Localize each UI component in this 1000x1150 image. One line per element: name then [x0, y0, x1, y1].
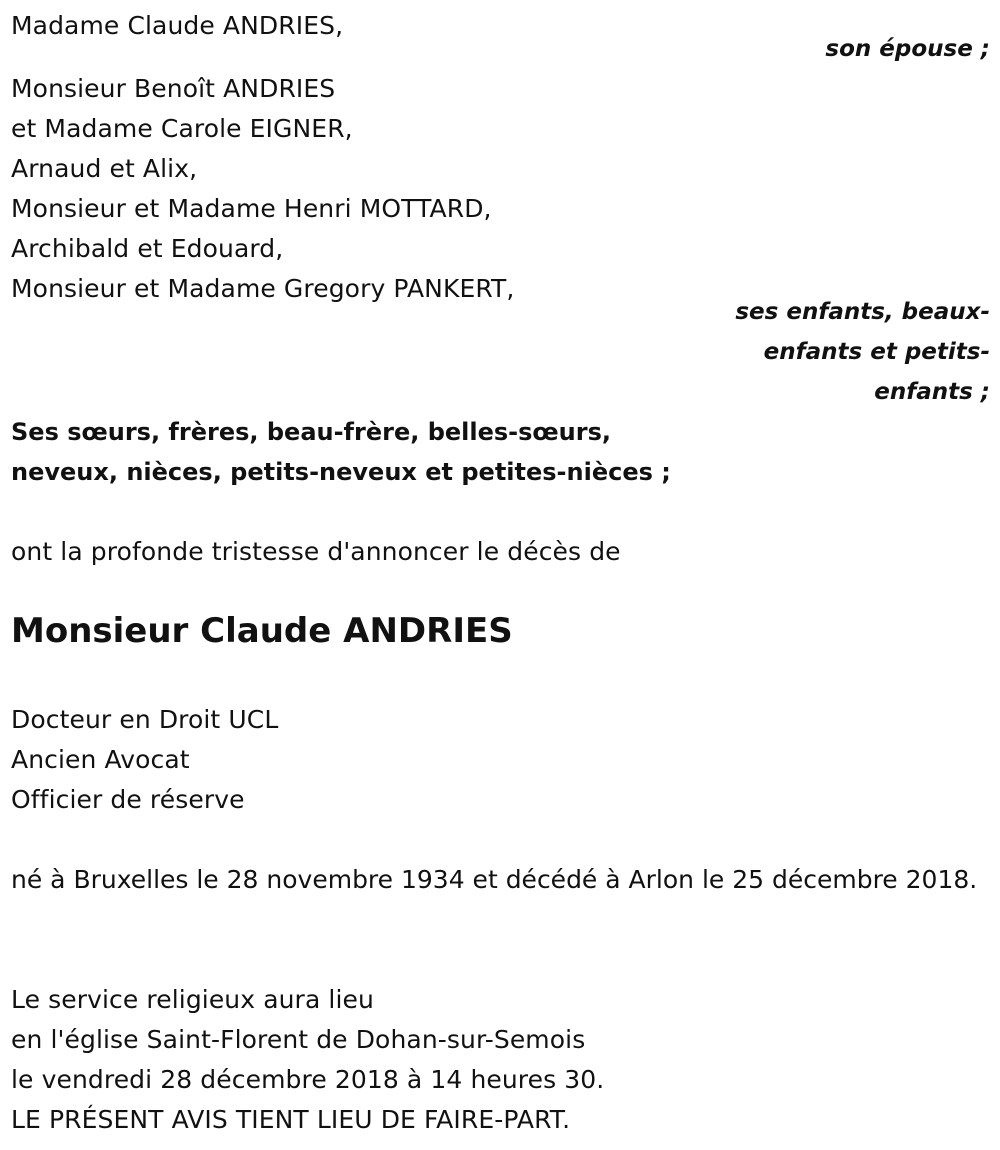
children-role-line-3: enfants ;: [874, 379, 990, 405]
service-line-4: LE PRÉSENT AVIS TIENT LIEU DE FAIRE-PART.: [11, 1105, 571, 1134]
relatives-line-1: Ses sœurs, frères, beau-frère, belles-sœurs,: [11, 418, 611, 446]
deceased-title-2: Ancien Avocat: [11, 745, 190, 774]
children-role-line-1: ses enfants, beaux-: [735, 299, 990, 325]
children-line-1: Monsieur Benoît ANDRIES: [11, 74, 336, 103]
children-line-3: Arnaud et Alix,: [11, 154, 198, 183]
children-line-2: et Madame Carole EIGNER,: [11, 114, 353, 143]
service-line-2: en l'église Saint-Florent de Dohan-sur-Semois: [11, 1025, 586, 1054]
service-line-1: Le service religieux aura lieu: [11, 985, 374, 1014]
deceased-title-1: Docteur en Droit UCL: [11, 705, 279, 734]
service-line-3: le vendredi 28 décembre 2018 à 14 heures 30.: [11, 1065, 605, 1094]
deceased-name: Monsieur Claude ANDRIES: [11, 611, 513, 651]
children-line-4: Monsieur et Madame Henri MOTTARD,: [11, 194, 492, 223]
announcement-text: ont la profonde tristesse d'annoncer le décès de: [11, 537, 621, 566]
children-line-5: Archibald et Edouard,: [11, 234, 284, 263]
children-role-line-2: enfants et petits-: [763, 339, 990, 365]
spouse-role: son épouse ;: [825, 36, 990, 62]
relatives-line-2: neveux, nièces, petits-neveux et petites-nièces ;: [11, 458, 671, 486]
deceased-title-3: Officier de réserve: [11, 785, 245, 814]
children-line-6: Monsieur et Madame Gregory PANKERT,: [11, 274, 515, 303]
spouse-name: Madame Claude ANDRIES,: [11, 11, 344, 40]
deceased-life-dates: né à Bruxelles le 28 novembre 1934 et décédé à Arlon le 25 décembre 2018.: [11, 865, 978, 894]
